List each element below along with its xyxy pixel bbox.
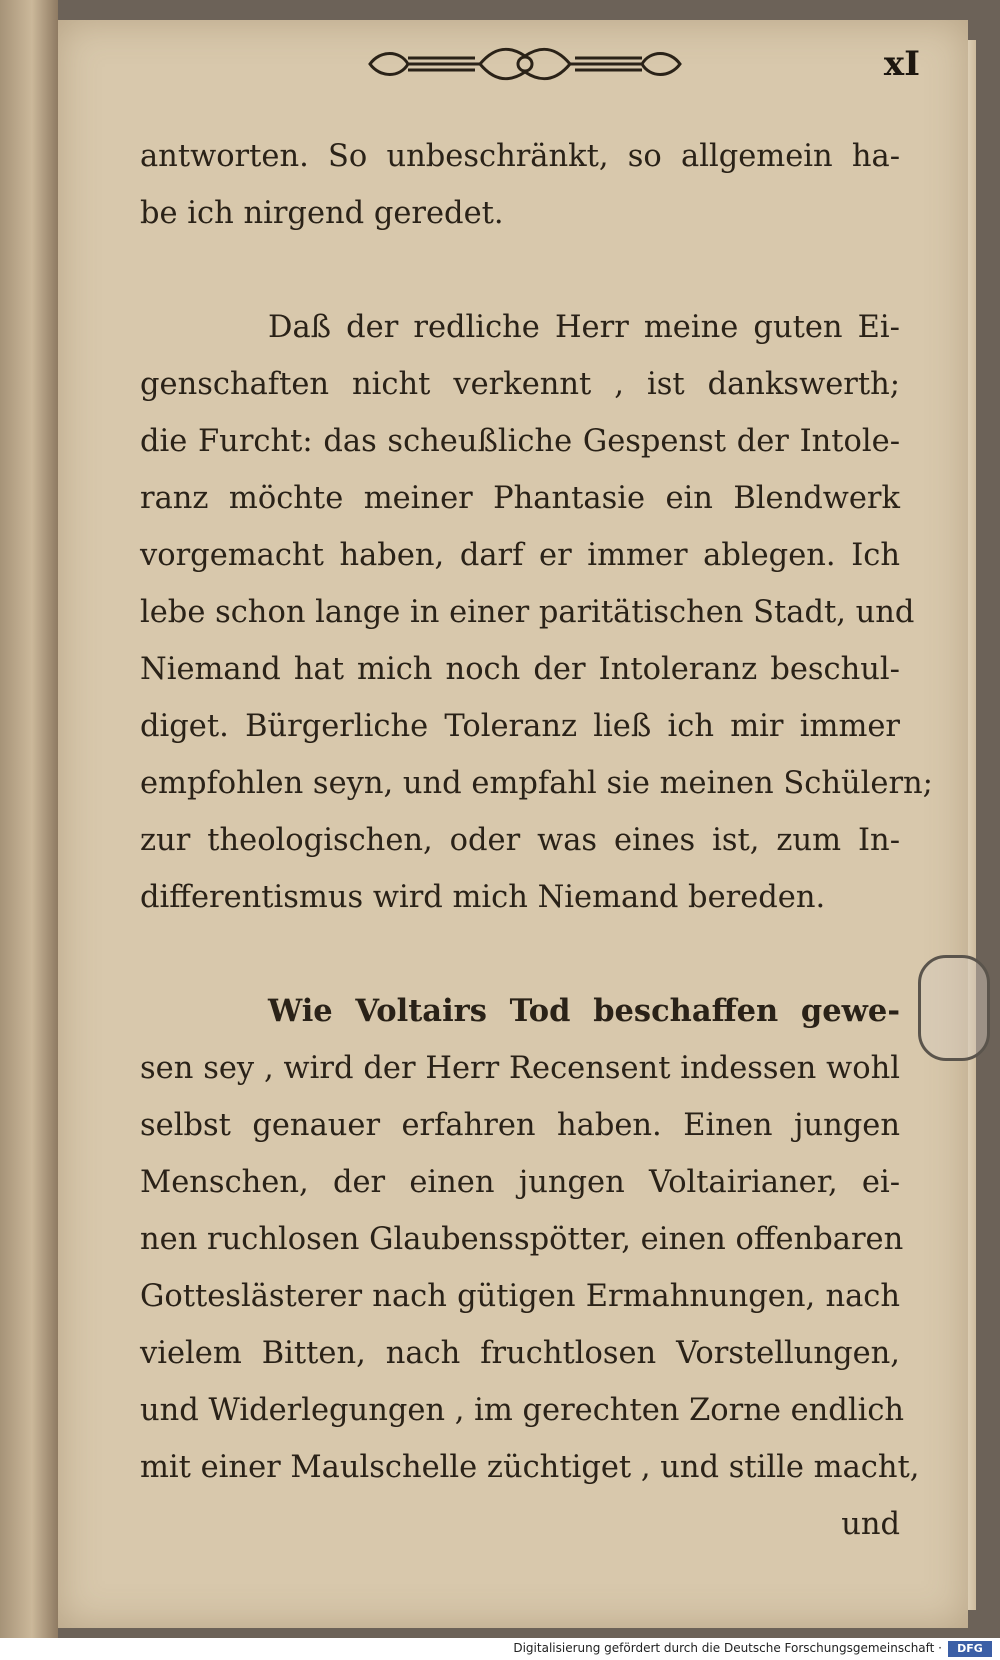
text-line: diget. Bürgerliche Toleranz ließ ich mir immer [140, 709, 900, 744]
text-line: mit einer Maulschelle züchtiget , und stille macht, [140, 1450, 920, 1485]
page-number: xI [883, 44, 920, 84]
text-line: Niemand hat mich noch der Intoleranz beschul- [140, 652, 900, 687]
paragraph-gap [140, 926, 900, 983]
text-line: lebe schon lange in einer paritätischen Stadt, und [140, 595, 915, 630]
paragraph-gap [140, 242, 900, 299]
footer-credit: Digitalisierung gefördert durch die Deutsche Forschungsgemeinschaft · [513, 1641, 942, 1655]
text-line: selbst genauer erfahren haben. Einen jungen [140, 1108, 900, 1143]
text-line: vielem Bitten, nach fruchtlosen Vorstellungen, [140, 1336, 900, 1371]
facing-page-edge [0, 0, 58, 1660]
text-line: sen sey , wird der Herr Recensent indessen wohl [140, 1051, 900, 1086]
text-line: nen ruchlosen Glaubensspötter, einen offenbaren [140, 1222, 904, 1257]
text-line: antworten. So unbeschränkt, so allgemein ha- [140, 139, 900, 174]
decorative-ornament-icon [360, 42, 690, 86]
text-line: ranz möchte meiner Phantasie ein Blendwerk [140, 481, 900, 516]
text-line: Gotteslästerer nach gütigen Ermahnungen, nach [140, 1279, 900, 1314]
text-line: und Widerlegungen , im gerechten Zorne endlich [140, 1393, 905, 1428]
text-line: Daß der redliche Herr meine guten Ei- [268, 310, 900, 345]
page-clip [918, 955, 990, 1061]
dfg-logo-icon: DFG [948, 1641, 992, 1657]
text-line: vorgemacht haben, darf er immer ablegen. Ich [140, 538, 900, 573]
footer-bar [0, 1638, 1000, 1660]
text-line: Wie Voltairs Tod beschaffen gewe- [268, 993, 900, 1029]
text-line: zur theologischen, oder was eines ist, zum In- [140, 823, 900, 858]
text-line: be ich nirgend geredet. [140, 196, 504, 231]
catchword: und [841, 1507, 900, 1542]
text-line: Menschen, der einen jungen Voltairianer, ei- [140, 1165, 900, 1200]
page-text [140, 128, 933, 1553]
text-line: empfohlen seyn, und empfahl sie meinen Schülern; [140, 766, 933, 801]
text-line: differentismus wird mich Niemand bereden. [140, 880, 826, 915]
text-line: genschaften nicht verkennt , ist dankswerth; [140, 367, 900, 402]
text-line: die Furcht: das scheußliche Gespenst der Intole- [140, 424, 900, 459]
